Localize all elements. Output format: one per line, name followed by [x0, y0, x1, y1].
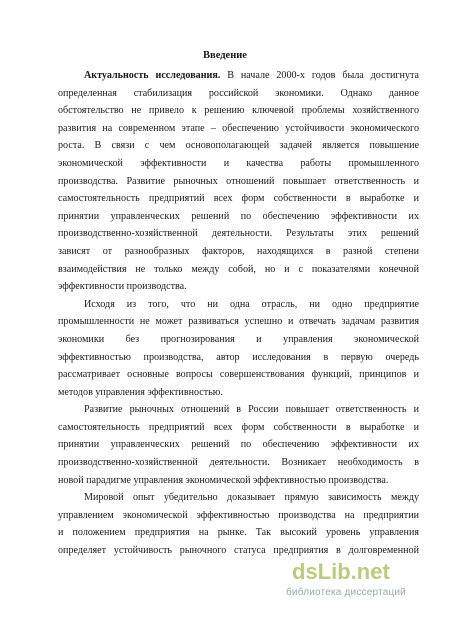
text-line: роста. В связи с чем основополагающей задачей является повышение — [58, 140, 419, 152]
page-title: Введение — [203, 50, 247, 61]
text-line: экономической эффективности и качества работы промышленного — [58, 157, 419, 169]
text-line: зависят от разнообразных факторов, находящихся в разной степени — [58, 245, 419, 257]
text-line: Актуальность исследования. В начале 2000-х годов была достигнута — [84, 70, 419, 81]
text-line: определенная стабилизация российской экономики. Однако данное — [58, 87, 419, 99]
text-line: эффективности производства. — [58, 281, 187, 293]
text-line: обстоятельство не привело к решению ключевой проблемы хозяйственного — [58, 105, 419, 117]
text-line: Развитие рыночных отношений в России повышает ответственность и — [84, 404, 419, 416]
text-line: Мировой опыт убедительно доказывает прямую зависимость между — [84, 492, 419, 504]
text-line: принятии управленческих решений по обеспечению эффективности их — [58, 210, 419, 222]
text-line: новой парадигме управления экономической эффективностью производства. — [58, 474, 389, 486]
text-line: производства. Развитие рыночных отношений повышает ответственность и — [58, 175, 419, 187]
text-line: рассматривает основные вопросы совершенствования функций, принципов и — [58, 369, 419, 381]
text-line: промышленности не может развиваться успешно и отвечать задачам развития — [58, 316, 419, 328]
text-line: принятии управленческих решений по обеспечению эффективности их — [58, 439, 419, 451]
text-line: производственно-хозяйственной деятельности. Возникает необходимость в — [58, 457, 419, 469]
text-line: эффективностью производства, автор исследования в первую очередь — [58, 351, 419, 363]
text-line: методов управления эффективностью. — [58, 386, 223, 398]
text-line: развития на современном этапе – обеспечению устойчивости экономического — [58, 122, 419, 134]
text-line: экономики без прогнозирования и управления экономической — [58, 333, 419, 345]
lead-phrase: Актуальность исследования. — [84, 70, 221, 81]
text-line: Исходя из того, что ни одна отрасль, ни одно предприятие — [84, 298, 419, 310]
text-line: и положением предприятия на рынке. Так высокий уровень управления — [58, 527, 419, 539]
text-line: определяет устойчивость рыночного статуса предприятия в долговременной — [58, 545, 419, 557]
text-line: управлением экономической эффективностью производства на предприятии — [58, 509, 419, 521]
body-text — [58, 67, 419, 560]
text-line: самостоятельность предприятий всех форм собственности в выработке и — [58, 421, 419, 433]
text-line: производственно-хозяйственной деятельности. Результаты этих решений — [58, 228, 419, 240]
watermark-subtitle: библиотека диссертаций — [286, 587, 406, 598]
site-watermark — [286, 555, 436, 609]
watermark-brand: dsLib.net — [292, 559, 390, 584]
text-line: самостоятельность предприятий всех форм собственности в выработке и — [58, 193, 419, 205]
text-line: взаимодействия не только между собой, но и с показателями конечной — [58, 263, 419, 275]
